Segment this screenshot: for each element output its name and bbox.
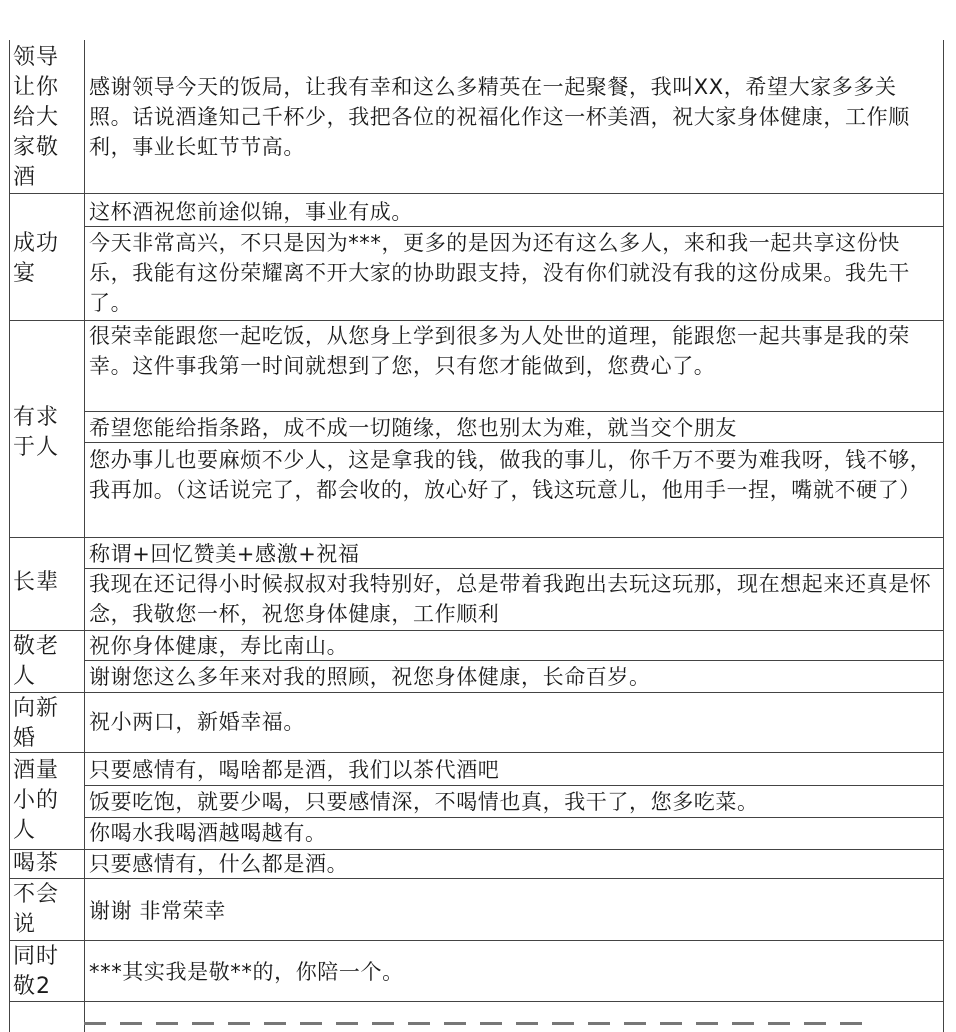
row-text: 谢谢您这么多年来对我的照顾，祝您身体健康，长命百岁。 [89,665,651,689]
row-category: 敬老 人 [13,634,60,689]
row-text: 你喝水我喝酒越喝越有。 [89,821,327,845]
subrow-separator [84,411,944,412]
row-category: 喝茶 [13,851,60,876]
row-text: 我现在还记得小时候叔叔对我特别好，总是带着我跑出去玩这玩那，现在想起来还真是怀念，我敬您一杯，祝您身体健康，工作顺利 [89,572,932,626]
row-category: 领导 让你 给大 家敬 酒 [13,45,60,190]
row-separator [9,193,944,194]
row-text: 祝你身体健康，寿比南山。 [89,634,349,658]
table-column-divider [84,40,85,1032]
row-text: 希望您能给指条路，成不成一切随缘，您也别太为难，就当交个朋友 [89,416,737,440]
row-category: 向新 婚 [13,696,60,751]
row-category: 不会 说 [13,882,60,937]
row-text: 饭要吃饱，就要少喝，只要感情深，不喝情也真，我干了，您多吃菜。 [89,790,759,814]
row-text: 这杯酒祝您前途似锦，事业有成。 [89,200,413,224]
row-category: 长辈 [13,570,60,595]
row-text: 很荣幸能跟您一起吃饭，从您身上学到很多为人处世的道理，能跟您一起共事是我的荣幸。这件事我第一时间就想到了您，只有您才能做到，您费心了。 [89,324,910,378]
row-category: 有求 于人 [13,405,60,460]
row-separator [9,692,944,693]
row-category: 酒量 小的 人 [13,758,60,843]
row-text: 祝小两口，新婚幸福。 [89,710,305,734]
row-text: 谢谢 非常荣幸 [89,899,226,923]
row-separator [9,940,944,941]
row-separator [9,537,944,538]
row-text: ***其实我是敬**的，你陪一个。 [89,960,404,984]
row-text: 今天非常高兴，不只是因为***，更多的是因为还有这么多人，来和我一起共享这份快乐，我能有这份荣耀离不开大家的协助跟支持，没有你们就没有我的这份成果。我先干了。 [89,231,910,315]
row-text: 您办事儿也要麻烦不少人，这是拿我的钱，做我的事儿，你千万不要为难我呀，钱不够，我再加。（这话说完了，都会收的，放心好了，钱这玩意儿，他用手一捏，嘴就不硬了） [89,448,932,502]
row-separator [9,1001,944,1002]
row-text: 只要感情有，喝啥都是酒，我们以茶代酒吧 [89,758,500,782]
row-category: 成功 宴 [13,231,60,286]
subrow-separator [84,785,944,786]
table-left-border [9,40,10,1032]
row-category: 同时 敬2 [13,944,60,999]
row-separator [9,752,944,753]
table-right-border [943,40,944,1032]
row-text: 只要感情有，什么都是酒。 [89,852,349,876]
row-text: 感谢领导今天的饭局，让我有幸和这么多精英在一起聚餐，我叫XX，希望大家多多关照。话说酒逢知己千杯少，我把各位的祝福化作这一杯美酒，祝大家身体健康，工作顺利，事业长虹节节高。 [89,75,910,159]
cropped-text-fragment [84,1004,944,1032]
row-text: 称谓+回忆赞美+感激+祝福 [89,542,360,566]
